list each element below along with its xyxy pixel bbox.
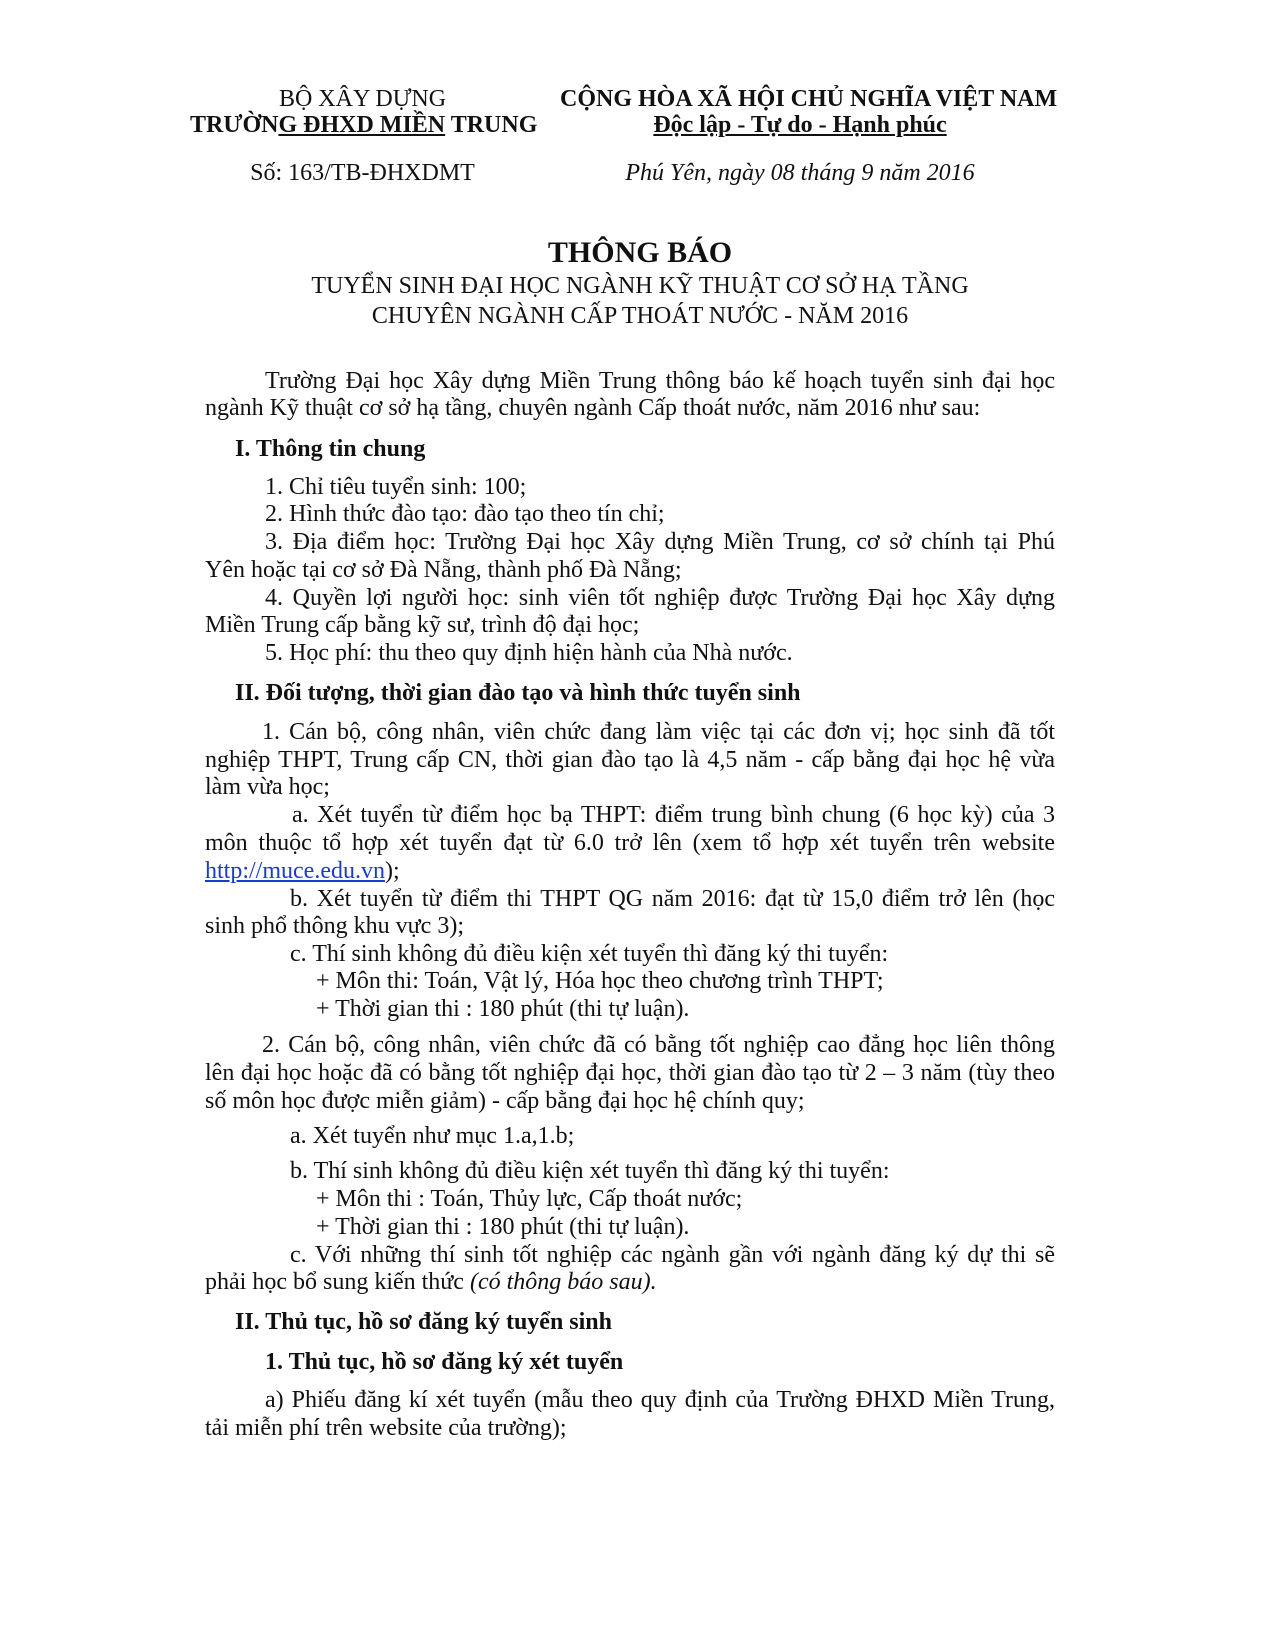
paragraph-line: + Thời gian thi : 180 phút (thi tự luận). [316,1214,690,1240]
website-link[interactable]: http://muce.edu.vn [205,858,385,884]
paragraph-line: 1. Cán bộ, công nhân, viên chức đang làm việc tại các đơn vị; học sinh đã tốt [262,719,1055,745]
paragraph-line: b. Xét tuyển từ điểm thi THPT QG năm 2016: đạt từ 15,0 điểm trở lên (học [290,886,1055,912]
list-item: 4. Quyền lợi người học: sinh viên tốt nghiệp được Trường Đại học Xây dựng [265,585,1055,611]
paragraph-line: sinh phổ thông khu vực 3); [205,913,464,939]
notice-subtitle-2: CHUYÊN NGÀNH CẤP THOÁT NƯỚC - NĂM 2016 [371,303,909,329]
paragraph-line: 2. Cán bộ, công nhân, viên chức đã có bằng tốt nghiệp cao đẳng học liên thông [262,1032,1055,1058]
paragraph-line: a) Phiếu đăng kí xét tuyển (mẫu theo quy định của Trường ĐHXD Miền Trung, [265,1387,1055,1413]
republic-title: CỘNG HÒA XÃ HỘI CHỦ NGHĨA VIỆT NAM [560,86,1058,112]
paragraph-line: c. Thí sinh không đủ điều kiện xét tuyển thì đăng ký thi tuyển: [290,941,889,967]
place-date: Phú Yên, ngày 08 tháng 9 năm 2016 [625,160,975,186]
ministry-name: BỘ XÂY DỰNG [278,86,447,112]
paragraph-line: nghiệp THPT, Trung cấp CN, thời gian đào tạo là 4,5 năm - cấp bằng đại học hệ vừa [205,747,1055,773]
intro-line-1: Trường Đại học Xây dựng Miền Trung thông báo kế hoạch tuyển sinh đại học [265,368,1055,394]
paragraph-line: + Môn thi : Toán, Thủy lực, Cấp thoát nước; [316,1186,743,1212]
paragraph-line [205,1268,1105,1296]
document-number: Số: 163/TB-ĐHXDMT [250,160,475,186]
list-item-continued: Miền Trung cấp bằng kỹ sư, trình độ đại học; [205,612,640,638]
notice-title: THÔNG BÁO [547,236,733,269]
national-motto-text: Độc lập - Tự do - Hạnh phúc [653,112,947,138]
school-name-underlined: G ĐHXD MIỀN [278,112,446,138]
paragraph-line: lên đại học hoặc đã có bằng tốt nghiệp đại học, thời gian đào tạo từ 2 – 3 năm (tùy theo [205,1060,1055,1086]
school-name-suffix: TRUNG [445,112,538,138]
paragraph-line: + Môn thi: Toán, Vật lý, Hóa học theo chương trình THPT; [316,968,884,994]
list-item-continued: Yên hoặc tại cơ sở Đà Nẵng, thành phố Đà Nẵng; [205,557,682,583]
paragraph-line: tải miễn phí trên website của trường); [205,1415,567,1441]
subsection-heading: 1. Thủ tục, hồ sơ đăng ký xét tuyển [265,1349,624,1375]
section-1-heading: I. Thông tin chung [235,436,426,462]
paragraph-line: môn thuộc tổ hợp xét tuyển đạt từ 6.0 trở lên (xem tổ hợp xét tuyển trên website [205,830,1055,856]
list-item: 5. Học phí: thu theo quy định hiện hành của Nhà nước. [265,640,793,666]
intro-line-2: ngành Kỹ thuật cơ sở hạ tầng, chuyên ngành Cấp thoát nước, năm 2016 như sau: [205,395,981,421]
school-name-prefix: TRƯỜN [190,112,279,138]
paragraph-line: a. Xét tuyển từ điểm học bạ THPT: điểm trung bình chung (6 học kỳ) của 3 [292,802,1055,828]
paragraph-line: làm vừa học; [205,774,330,800]
link-suffix: ); [384,858,400,884]
paragraph-line: số môn học được miễn giảm) - cấp bằng đại học hệ chính quy; [205,1088,805,1114]
school-name [190,112,538,139]
paragraph-note: (có thông báo sau). [469,1269,657,1295]
section-3-heading: II. Thủ tục, hồ sơ đăng ký tuyển sinh [235,1309,613,1335]
paragraph-line: a. Xét tuyển như mục 1.a,1.b; [290,1123,575,1149]
paragraph-line: c. Với những thí sinh tốt nghiệp các ngành gần với ngành đăng ký dự thi sẽ [290,1242,1055,1268]
paragraph-line: + Thời gian thi : 180 phút (thi tự luận). [316,996,690,1022]
paragraph-text: phải học bổ sung kiến thức [205,1269,470,1295]
national-motto [560,112,1040,139]
paragraph-line: b. Thí sinh không đủ điều kiện xét tuyển thì đăng ký thi tuyển: [290,1158,890,1184]
list-item: 2. Hình thức đào tạo: đào tạo theo tín chỉ; [265,501,665,527]
notice-subtitle-1: TUYỂN SINH ĐẠI HỌC NGÀNH KỸ THUẬT CƠ SỞ HẠ TẦNG [311,273,969,299]
section-2-heading: II. Đối tượng, thời gian đào tạo và hình thức tuyển sinh [235,680,801,706]
paragraph-line [205,857,1105,885]
list-item: 1. Chỉ tiêu tuyển sinh: 100; [265,474,527,500]
list-item: 3. Địa điểm học: Trường Đại học Xây dựng Miền Trung, cơ sở chính tại Phú [265,529,1055,555]
